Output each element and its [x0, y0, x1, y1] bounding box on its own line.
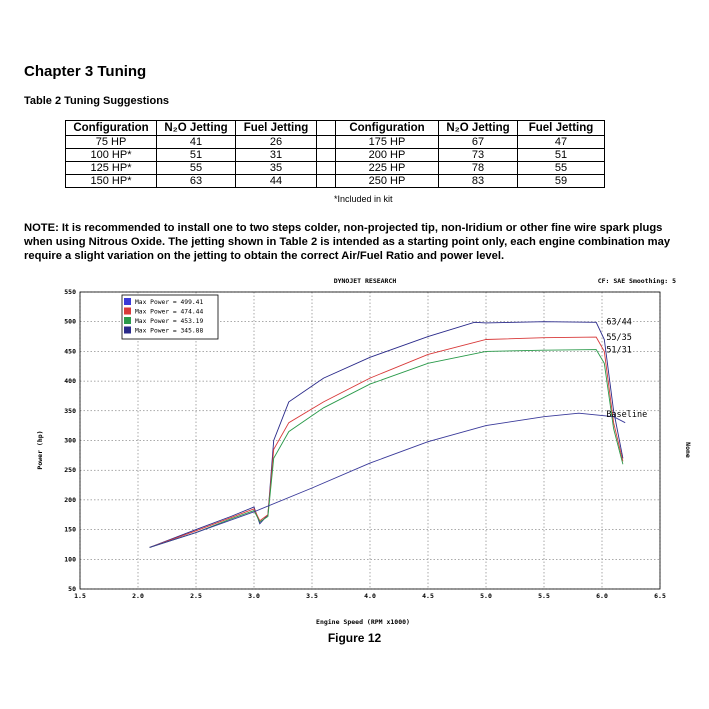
table-cell: 150 HP* — [66, 175, 157, 188]
x-tick-label: 6.0 — [596, 592, 608, 600]
table-row — [66, 175, 605, 188]
y-tick-label: 200 — [64, 495, 76, 504]
tuning-table — [65, 120, 605, 188]
x-tick-label: 5.5 — [538, 592, 550, 600]
series-line — [150, 322, 623, 548]
table-spacer — [317, 136, 336, 149]
table-cell: 200 HP — [336, 149, 439, 162]
table-cell: 83 — [439, 175, 518, 188]
x-tick-label: 3.0 — [248, 592, 260, 600]
table-cell: 125 HP* — [66, 162, 157, 175]
legend-entry: Max Power = 474.44 — [135, 308, 204, 316]
y-tick-label: 450 — [64, 347, 76, 356]
table-cell: 100 HP* — [66, 149, 157, 162]
y-tick-label: 350 — [64, 406, 76, 415]
x-tick-label: 4.5 — [422, 592, 434, 600]
table-cell: 78 — [439, 162, 518, 175]
table-cell: 73 — [439, 149, 518, 162]
table-cell: 250 HP — [336, 175, 439, 188]
table-cell: 175 HP — [336, 136, 439, 149]
kit-footnote: *Included in kit — [334, 194, 393, 204]
table-cell: 47 — [518, 136, 605, 149]
table-cell: 67 — [439, 136, 518, 149]
column-header: N₂O Jetting — [439, 121, 518, 136]
series-label: 55/35 — [606, 333, 632, 344]
right-axis-label: None — [684, 442, 692, 458]
chart-header-right: CF: SAE Smoothing: 5 — [597, 277, 676, 285]
table-row — [66, 149, 605, 162]
dyno-chart — [0, 270, 709, 650]
table-row — [66, 136, 605, 149]
legend-entry: Max Power = 453.19 — [135, 318, 204, 325]
note-paragraph: NOTE: It is recommended to install one to two steps colder, non-projected tip, non-Iridium or other fine wire spark plugs when using Nitrous Oxide. The jetting shown in Table 2 is intended as a starting point only, each engine combination may require a slight variation on the jetting to obtain the correct Air/Fuel Ratio and power level. — [24, 222, 671, 262]
table-cell: 31 — [236, 149, 317, 162]
table-spacer — [317, 175, 336, 188]
series-label: 51/31 — [606, 345, 632, 356]
y-tick-label: 300 — [64, 436, 76, 445]
x-axis-label: Engine Speed (RPM x1000) — [316, 618, 410, 626]
table-spacer — [317, 149, 336, 162]
x-tick-label: 2.0 — [132, 592, 144, 600]
y-tick-label: 250 — [64, 466, 76, 475]
chart-title: DYNOJET RESEARCH — [333, 277, 397, 285]
column-header: N₂O Jetting — [157, 121, 236, 136]
table-cell: 35 — [236, 162, 317, 175]
table-spacer — [317, 162, 336, 175]
x-tick-label: 4.0 — [364, 592, 376, 600]
table-cell: 41 — [157, 136, 236, 149]
series-line — [150, 413, 626, 547]
table-cell: 225 HP — [336, 162, 439, 175]
column-header: Fuel Jetting — [518, 121, 605, 136]
y-tick-label: 550 — [64, 288, 76, 296]
x-tick-label: 3.5 — [306, 592, 318, 600]
column-header: Fuel Jetting — [236, 121, 317, 136]
table-row — [66, 162, 605, 175]
series-line — [150, 350, 623, 548]
column-header: Configuration — [336, 121, 439, 136]
table-cell: 55 — [157, 162, 236, 175]
x-tick-label: 1.5 — [74, 592, 86, 600]
table-header-row — [66, 121, 605, 136]
table-cell: 55 — [518, 162, 605, 175]
table-cell: 51 — [518, 149, 605, 162]
table-cell: 75 HP — [66, 136, 157, 149]
legend-entry: Max Power = 345.88 — [135, 327, 204, 335]
y-axis-label: Power (hp) — [36, 430, 44, 470]
y-tick-label: 500 — [64, 317, 76, 326]
series-group — [150, 318, 648, 548]
table-cell: 26 — [236, 136, 317, 149]
table-cell: 44 — [236, 175, 317, 188]
y-tick-label: 50 — [68, 585, 76, 593]
y-tick-label: 100 — [64, 555, 76, 564]
figure-label: Figure 12 — [327, 631, 382, 645]
table-cell: 51 — [157, 149, 236, 162]
legend-entry: Max Power = 499.41 — [135, 299, 204, 306]
legend-swatch — [124, 308, 131, 315]
series-label: 63/44 — [606, 317, 632, 328]
series-line — [150, 337, 623, 547]
table-caption: Table 2 Tuning Suggestions — [24, 95, 170, 107]
dyno-chart-svg — [0, 270, 709, 650]
x-tick-label: 5.0 — [480, 592, 492, 600]
legend-swatch — [124, 327, 131, 334]
legend-swatch — [124, 298, 131, 305]
y-tick-label: 400 — [64, 377, 76, 386]
chart-legend — [122, 295, 218, 339]
y-tick-label: 150 — [64, 525, 76, 534]
x-tick-label: 6.5 — [654, 592, 666, 600]
column-header: Configuration — [66, 121, 157, 136]
table-cell: 63 — [157, 175, 236, 188]
chapter-title: Chapter 3 Tuning — [24, 63, 147, 80]
legend-swatch — [124, 317, 131, 324]
table-cell: 59 — [518, 175, 605, 188]
table-spacer — [317, 121, 336, 136]
series-label: Baseline — [606, 410, 648, 421]
x-tick-label: 2.5 — [190, 592, 202, 600]
